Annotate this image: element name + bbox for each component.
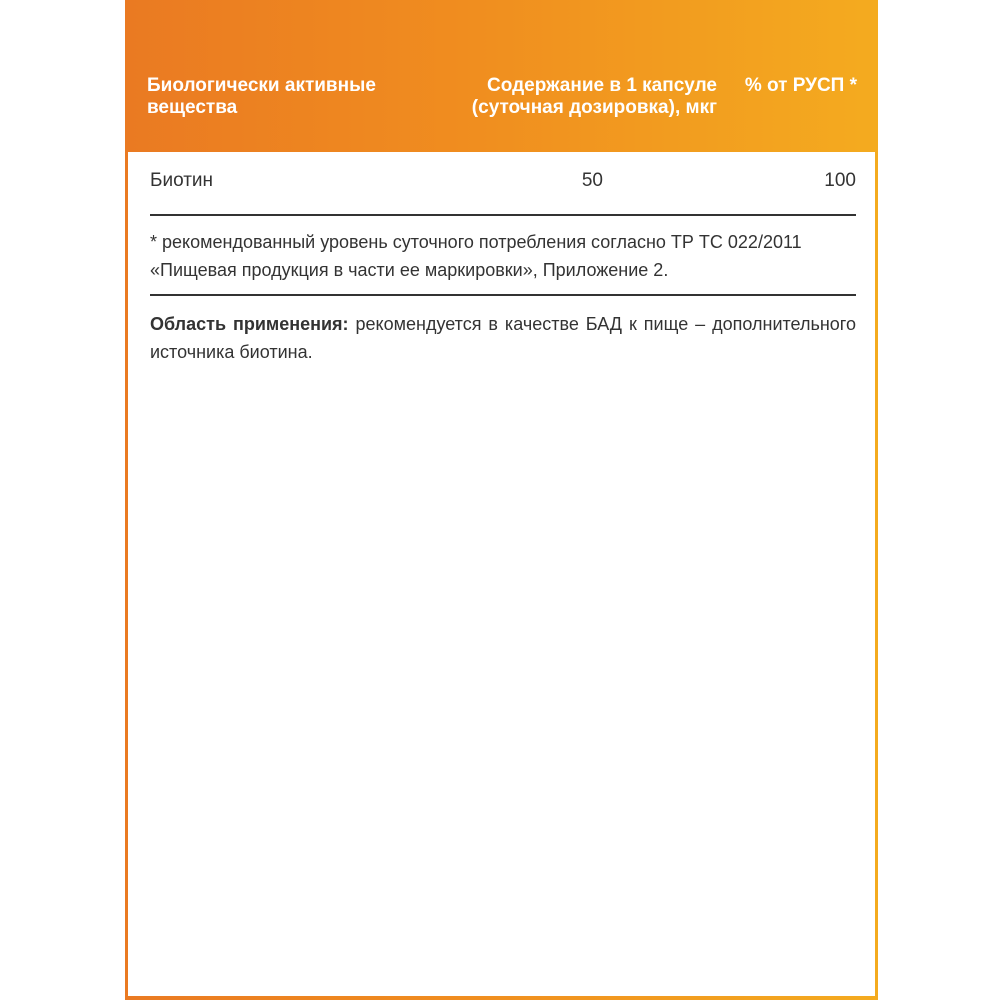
header-substance: Биологически активные вещества xyxy=(147,75,376,118)
nutrition-card xyxy=(125,0,878,1000)
footnote: * рекомендованный уровень суточного потребления согласно ТР ТС 022/2011 «Пищевая продукция в части ее маркировки», Приложение 2. xyxy=(150,232,802,280)
divider xyxy=(150,294,856,296)
table-header xyxy=(125,0,878,152)
header-content: Содержание в 1 капсуле (суточная дозировка), мкг xyxy=(471,75,717,118)
header-rdi: % от РУСП * xyxy=(744,75,857,96)
divider xyxy=(150,214,856,216)
usage-label: Область применения: xyxy=(150,314,349,334)
row-substance: Биотин xyxy=(150,170,214,191)
table-row xyxy=(150,170,858,200)
usage-text: рекомендуется в качестве БАД к пище – дополнительного источника биотина. xyxy=(150,314,856,362)
usage-paragraph xyxy=(150,310,856,366)
row-percent: 100 xyxy=(824,170,856,191)
row-amount: 50 xyxy=(581,170,603,191)
card-body xyxy=(128,152,875,996)
